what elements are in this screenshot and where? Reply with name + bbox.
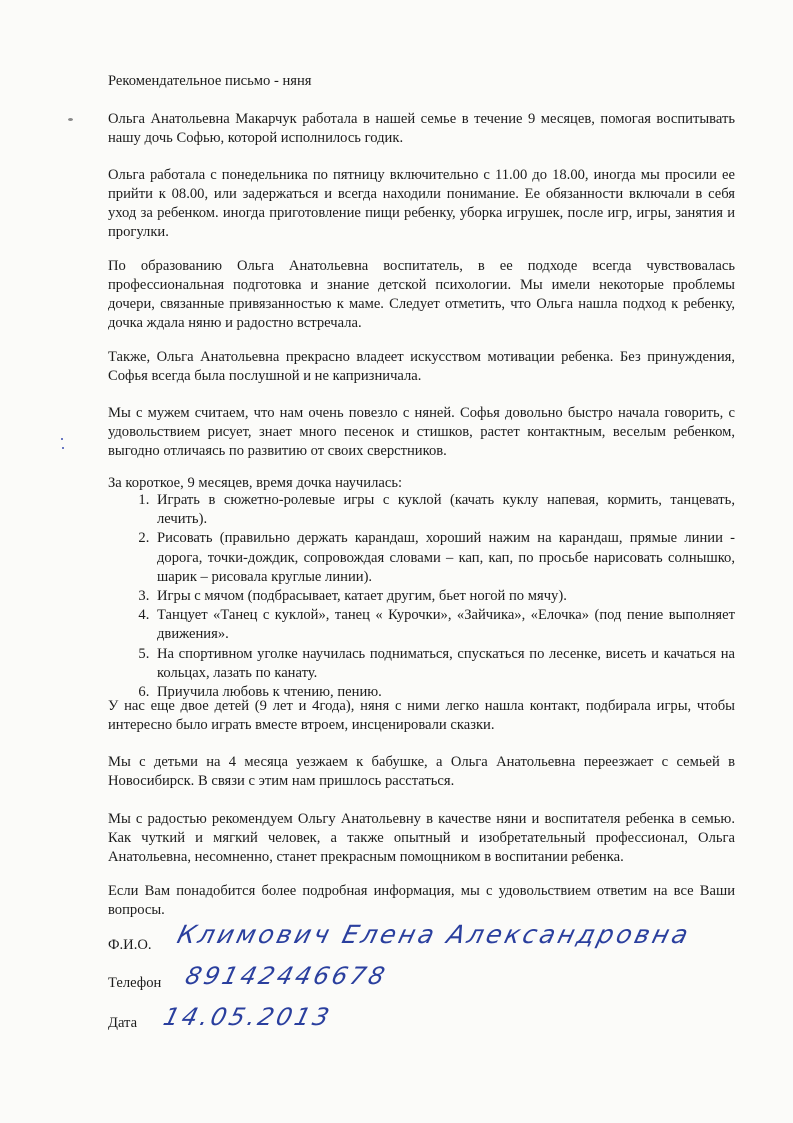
- letter-title: Рекомендательное письмо - няня: [108, 73, 312, 89]
- list-item: 6. Приучила любовь к чтению, пению.: [153, 683, 735, 702]
- handwritten-date: 14.05.2013: [160, 1003, 335, 1031]
- paragraph-intro: Ольга Анатольевна Макарчук работала в нашей семье в течение 9 месяцев, помогая воспитывать нашу дочь Софью, которой исполнилось годик.: [108, 111, 735, 146]
- ink-dot: [61, 438, 63, 440]
- paragraph-contact: Если Вам понадобится более подробная информация, мы с удовольствием ответим на все Ваши вопросы.: [108, 883, 735, 918]
- fio-label: Ф.И.О.: [108, 937, 152, 953]
- handwritten-fio: Климович Елена Александровна: [174, 920, 695, 949]
- date-label: Дата: [108, 1015, 138, 1031]
- scan-speck: [68, 118, 73, 121]
- paragraph-education: По образованию Ольга Анатольевна воспитатель, в ее подходе всегда чувствовалась профессиональная подготовка и знание детской психологии. Мы имели некоторые проблемы дочери, связанные привязанностью к маме. Следует отметить, что Ольга нашла подход к ребенку, дочка ждала няню и радостно встречала.: [108, 258, 735, 331]
- phone-label: Телефон: [108, 975, 162, 991]
- list-item: 4. Танцует «Танец с куклой», танец « Курочки», «Зайчика», «Елочка» (под пение выполняет движения».: [153, 606, 735, 644]
- list-item: 5. На спортивном уголке научилась подниматься, спускаться по лесенке, висеть и качаться на кольцах, лазать по канату.: [153, 645, 735, 683]
- list-item: 2. Рисовать (правильно держать карандаш, хороший нажим на карандаш, прямые линии - дорога, точки-дождик, сопровождая словами – кап, кап, по просьбе нарисовать солнышко, шарик – рисовала круглые линии).: [153, 529, 735, 587]
- paragraph-development: Мы с мужем считаем, что нам очень повезло с няней. Софья довольно быстро начала говорить, с удовольствием рисует, знает много песенок и стишков, растет контактным, веселым ребенком, выгодно отличаясь по развитию от своих сверстников.: [108, 405, 735, 459]
- skills-list-intro: За короткое, 9 месяцев, время дочка научилась:: [108, 475, 403, 491]
- list-item: 3. Игры с мячом (подбрасывает, катает другим, бьет ногой по мячу).: [153, 587, 735, 606]
- handwritten-phone: 89142446678: [182, 962, 391, 990]
- paragraph-other-children: У нас еще двое детей (9 лет и 4года), няня с ними легко нашла контакт, подбирала игры, чтобы интересно было играть вместе втроем, инсценировали сказки.: [108, 698, 735, 733]
- paragraph-recommendation: Мы с радостью рекомендуем Ольгу Анатольевну в качестве няни и воспитателя ребенка в семью. Как чуткий и мягкий человек, а также опытный и изобретательный профессионал, Ольга Анатольевна, несомненно, станет прекрасным помощником в воспитании ребенка.: [108, 811, 735, 865]
- list-item: 1. Играть в сюжетно-ролевые игры с куклой (качать куклу напевая, кормить, танцевать, лечить).: [153, 491, 735, 529]
- ink-dot: [62, 447, 64, 449]
- paragraph-motivation: Также, Ольга Анатольевна прекрасно владеет искусством мотивации ребенка. Без принуждения, Софья всегда была послушной и не капризничала.: [108, 349, 735, 384]
- paragraph-parting: Мы с детьми на 4 месяца уезжаем к бабушке, а Ольга Анатольевна переезжает с семьей в Новосибирск. В связи с этим нам пришлось расстаться.: [108, 754, 735, 789]
- skills-list: [108, 491, 735, 702]
- paragraph-schedule: Ольга работала с понедельника по пятницу включительно с 11.00 до 18.00, иногда мы просили ее прийти к 08.00, или задержаться и всегда находили понимание. Ее обязанности включали в себя уход за ребенком. иногда приготовление пищи ребенку, уборка игрушек, после игр, игры, занятия и прогулки.: [108, 167, 735, 240]
